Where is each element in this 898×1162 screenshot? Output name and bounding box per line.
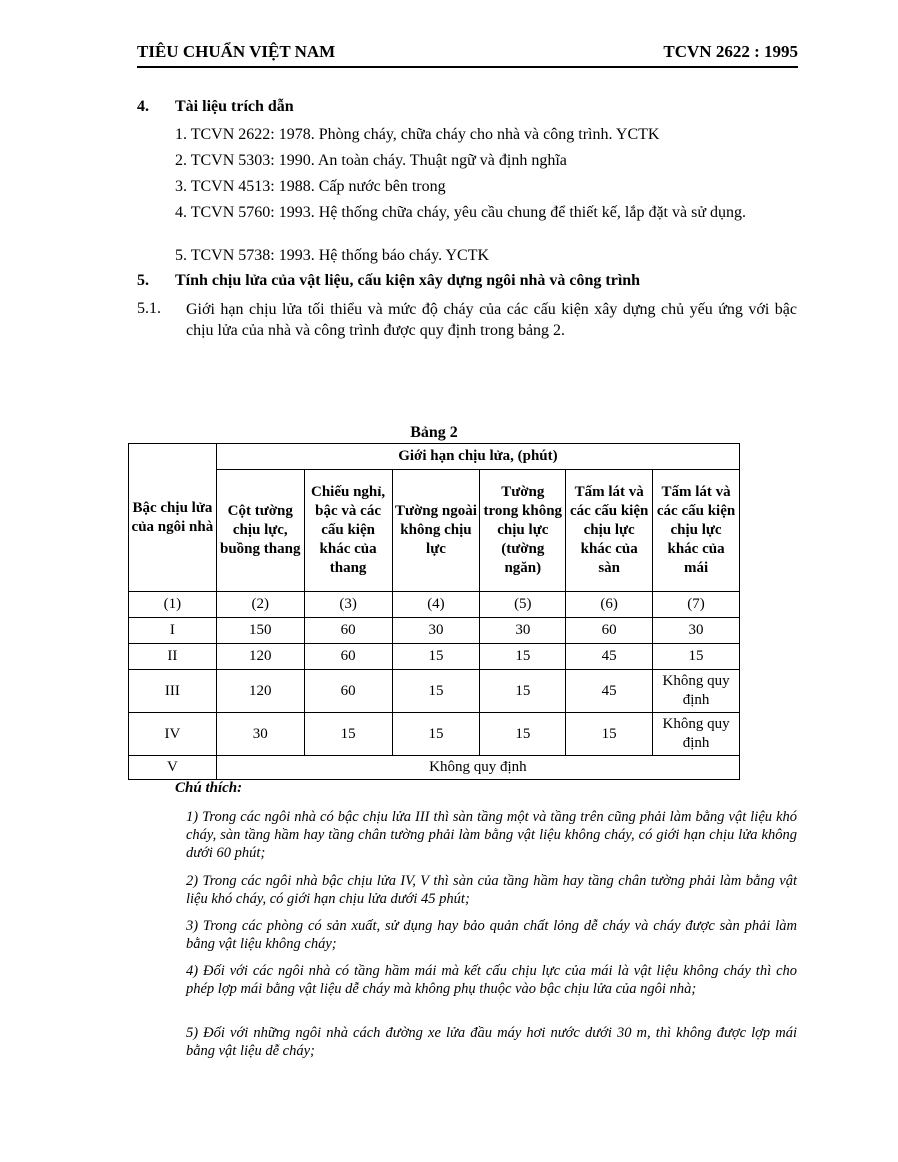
grade-cell: V	[129, 756, 217, 780]
table-cell: 60	[304, 644, 392, 670]
header-standard-code: TCVN 2622 : 1995	[663, 42, 798, 61]
section-5-number: 5.	[137, 272, 149, 289]
fire-resistance-table	[128, 443, 740, 780]
table-cell: 45	[566, 644, 653, 670]
table-cell: 15	[304, 713, 392, 756]
table-cell: 120	[216, 644, 304, 670]
section-4-number: 4.	[137, 98, 149, 115]
header-standard-name: TIÊU CHUẨN VIỆT NAM	[137, 42, 336, 61]
table-cell: 15	[392, 713, 480, 756]
table-row	[129, 592, 740, 618]
note-item: 2) Trong các ngôi nhà bậc chịu lửa IV, V thì sàn của tầng hầm hay tầng chân tường phải làm bằng vật liệu khó cháy, có giới hạn chịu lửa dưới 45 phút;	[186, 873, 797, 907]
table-cell: Không quy định	[653, 670, 740, 713]
table-cell: 60	[304, 618, 392, 644]
column-number: (7)	[653, 592, 740, 618]
group-header-cell: Giới hạn chịu lửa, (phút)	[216, 444, 739, 470]
table-row	[129, 670, 740, 713]
notes-title: Chú thích:	[175, 780, 243, 796]
column-number: (2)	[216, 592, 304, 618]
table-cell: 15	[653, 644, 740, 670]
table-cell: 15	[392, 644, 480, 670]
note-item: 3) Trong các phòng có sản xuất, sử dụng hay bảo quản chất lỏng dễ cháy và cháy được sàn phải làm bằng vật liệu không cháy;	[186, 918, 797, 952]
table-cell: 30	[216, 713, 304, 756]
table-row	[129, 618, 740, 644]
table-row	[129, 756, 740, 780]
reference-item: 4. TCVN 5760: 1993. Hệ thống chữa cháy, yêu cầu chung để thiết kế, lắp đặt và sử dụng.	[175, 204, 746, 221]
reference-item: 3. TCVN 4513: 1988. Cấp nước bên trong	[175, 178, 446, 195]
column-number: (5)	[480, 592, 566, 618]
table-cell: Không quy định	[653, 713, 740, 756]
row-header-cell: Bậc chịu lửa của ngôi nhà	[129, 444, 217, 592]
column-header: Tường trong không chịu lực (tường ngăn)	[480, 470, 566, 592]
reference-item: 1. TCVN 2622: 1978. Phòng cháy, chữa cháy cho nhà và công trình. YCTK	[175, 126, 660, 143]
page-header	[137, 40, 798, 68]
reference-item: 5. TCVN 5738: 1993. Hệ thống báo cháy. YCTK	[175, 247, 490, 264]
reference-item: 2. TCVN 5303: 1990. An toàn cháy. Thuật ngữ và định nghĩa	[175, 152, 567, 169]
table-caption: Bảng 2	[410, 424, 458, 441]
column-number: (1)	[129, 592, 217, 618]
column-header: Tường ngoài không chịu lực	[392, 470, 480, 592]
column-header: Tấm lát và các cấu kiện chịu lực khác của mái	[653, 470, 740, 592]
paragraph-5-1-number: 5.1.	[137, 300, 161, 317]
table-cell: 120	[216, 670, 304, 713]
table-cell: 30	[392, 618, 480, 644]
note-item: 4) Đối với các ngôi nhà có tầng hầm mái mà kết cấu chịu lực của mái là vật liệu không cháy thì cho phép lợp mái bằng vật liệu dễ cháy mà không phụ thuộc vào bậc chịu lửa của ngôi nhà;	[186, 963, 797, 997]
table-cell: 15	[392, 670, 480, 713]
grade-cell: IV	[129, 713, 217, 756]
table-cell: Không quy định	[216, 756, 739, 780]
table-cell: 15	[566, 713, 653, 756]
grade-cell: I	[129, 618, 217, 644]
note-item: 5) Đối với những ngôi nhà cách đường xe lửa đầu máy hơi nước dưới 30 m, thì không được lợp mái bằng vật liệu dễ cháy;	[186, 1025, 797, 1059]
column-number: (6)	[566, 592, 653, 618]
table-row	[129, 713, 740, 756]
column-number: (3)	[304, 592, 392, 618]
section-4-title: Tài liệu trích dẫn	[175, 98, 294, 115]
table-cell: 15	[480, 670, 566, 713]
column-header: Tấm lát và các cấu kiện chịu lực khác của sàn	[566, 470, 653, 592]
grade-cell: III	[129, 670, 217, 713]
table-cell: 30	[480, 618, 566, 644]
section-5-title: Tính chịu lửa của vật liệu, cấu kiện xây dựng ngôi nhà và công trình	[175, 272, 641, 289]
table-cell: 60	[566, 618, 653, 644]
table-cell: 30	[653, 618, 740, 644]
table-cell: 60	[304, 670, 392, 713]
column-number: (4)	[392, 592, 480, 618]
table-row	[129, 644, 740, 670]
paragraph-5-1-text: Giới hạn chịu lửa tối thiểu và mức độ cháy của các cấu kiện xây dựng chủ yếu ứng với bậc chịu lửa của nhà và công trình được quy định trong bảng 2.	[186, 301, 797, 339]
column-header: Chiếu nghỉ, bậc và các cấu kiện khác của thang	[304, 470, 392, 592]
grade-cell: II	[129, 644, 217, 670]
table-cell: 15	[480, 713, 566, 756]
note-item: 1) Trong các ngôi nhà có bậc chịu lửa III thì sàn tầng một và tầng trên cũng phải làm bằng vật liệu khó cháy, sàn tầng hầm hay tầng chân tường phải làm bằng vật liệu không cháy, có giới hạn chịu lửa không dưới 60 phút;	[186, 809, 797, 861]
table-cell: 150	[216, 618, 304, 644]
table-cell: 15	[480, 644, 566, 670]
table-cell: 45	[566, 670, 653, 713]
column-header: Cột tường chịu lực, buồng thang	[216, 470, 304, 592]
